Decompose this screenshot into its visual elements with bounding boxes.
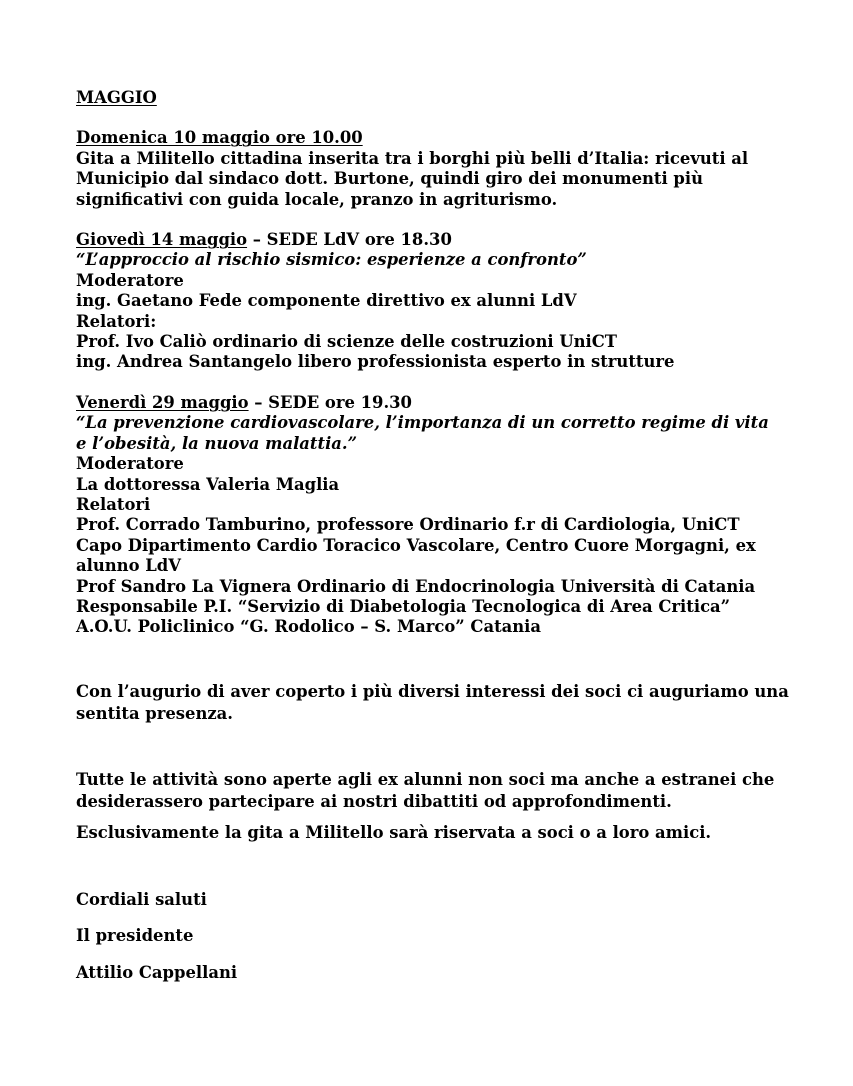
event-2-line: Prof. Ivo Caliò ordinario di scienze delle costruzioni UniCT [76, 332, 618, 352]
event-2-location: – SEDE LdV ore 18.30 [247, 230, 452, 250]
event-1-desc-line: Gita a Militello cittadina inserita tra i borghi più belli d’Italia: ricevuti al [76, 148, 749, 168]
event-3-title-line: e l’obesità, la nuova malattia.” [76, 433, 358, 453]
event-2-line: ing. Andrea Santangelo libero professionista esperto in strutture [76, 352, 675, 372]
event-3-location: – SEDE ore 19.30 [248, 392, 412, 412]
event-3-line: La dottoressa Valeria Maglia [76, 474, 340, 494]
closing-open [76, 769, 816, 814]
event-3-line: Prof Sandro La Vignera Ordinario di Endocrinologia Università di Catania [76, 576, 756, 596]
closing-wish-line: sentita presenza. [76, 704, 233, 724]
signature-name: Attilio Cappellani [76, 962, 238, 982]
event-1-date: Domenica 10 maggio ore 10.00 [76, 128, 363, 148]
event-3-title-line: “La prevenzione cardiovascolare, l’importanza di un corretto regime di vita [76, 413, 769, 433]
event-3-line: A.O.U. Policlinico “G. Rodolico – S. Marco” Catania [76, 617, 542, 637]
event-2 [76, 230, 816, 373]
closing-wish-line: Con l’augurio di aver coperto i più diversi interessi dei soci ci auguriamo una [76, 681, 789, 701]
event-3-line: Responsabile P.I. “Servizio di Diabetologia Tecnologica di Area Critica” [76, 596, 731, 616]
document-body [76, 88, 816, 984]
event-3 [76, 393, 816, 638]
event-1-desc-line: significativi con guida locale, pranzo in agriturismo. [76, 189, 558, 209]
event-2-date: Giovedì 14 maggio [76, 230, 248, 250]
closing-exclusive: Esclusivamente la gita a Militello sarà riservata a soci o a loro amici. [76, 823, 712, 843]
event-3-line: Capo Dipartimento Cardio Toracico Vascolare, Centro Cuore Morgagni, ex [76, 535, 756, 555]
event-2-line: ing. Gaetano Fede componente direttivo ex alunni LdV [76, 291, 577, 311]
month-heading: MAGGIO [76, 88, 157, 107]
event-2-line: Moderatore [76, 270, 184, 290]
event-3-header [76, 393, 816, 413]
event-1 [76, 128, 816, 210]
signature-greeting: Cordiali saluti [76, 889, 207, 909]
event-2-title: “L’approccio al rischio sismico: esperienze a confronto” [76, 250, 587, 270]
event-3-date: Venerdì 29 maggio [76, 392, 249, 412]
signature-role: Il presidente [76, 926, 194, 946]
closing-wish [76, 681, 816, 726]
event-3-line: Relatori [76, 494, 151, 514]
event-2-line: Relatori: [76, 311, 157, 331]
event-3-line: Moderatore [76, 454, 184, 474]
closing-open-line: Tutte le attività sono aperte agli ex alunni non soci ma anche a estranei che [76, 769, 775, 789]
event-3-line: alunno LdV [76, 556, 181, 576]
event-2-header [76, 230, 816, 250]
event-3-line: Prof. Corrado Tamburino, professore Ordinario f.r di Cardiologia, UniCT [76, 515, 740, 535]
signature-block [76, 889, 816, 984]
closing-open-line: desiderassero partecipare ai nostri dibattiti od approfondimenti. [76, 791, 672, 811]
event-1-desc-line: Municipio dal sindaco dott. Burtone, quindi giro dei monumenti più [76, 169, 704, 189]
